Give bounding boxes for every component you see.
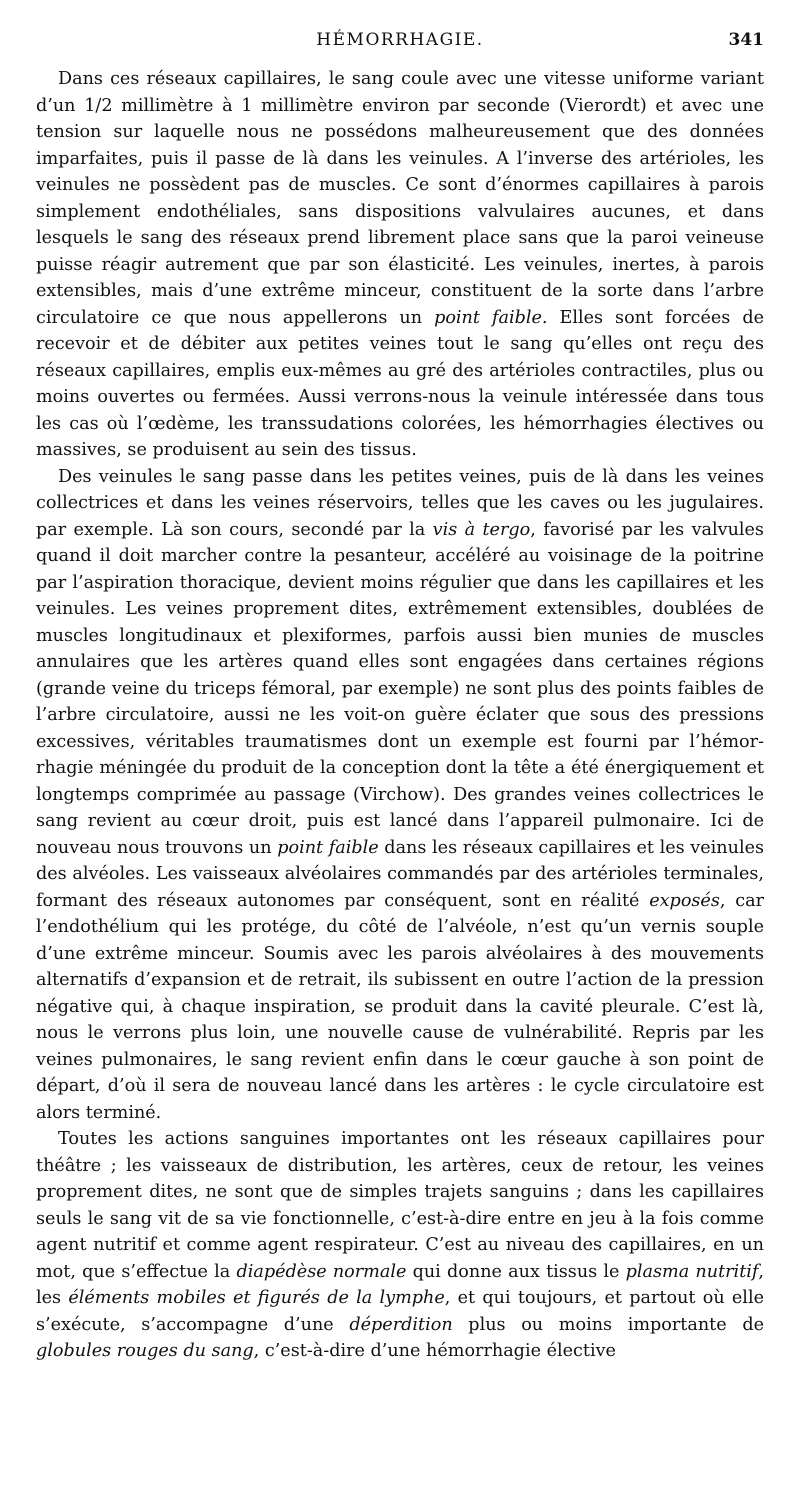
text-run: , et qui toujours, et partout où elle s’exécute, s’accompagne d’une <box>36 1288 764 1335</box>
italic-text: point faible. <box>434 307 548 328</box>
body-text <box>36 66 764 1365</box>
text-run: , c’est-à-dire d’une hémorrhagie élective <box>253 1341 616 1361</box>
text-run: Elles sont forcées de recevoir et de débiter aux petites veines tout le sang qu’elles ont reçu des réseaux capillaires, emplis eux-mêmes au gré des artérioles contractiles, plus ou moins ouvertes ou fermées. Aussi verrons-nous la veinule intéressée dans tous les cas où l’œdème, les transsudations colorées, les hémorrhagies électives ou massives, se produisent au sein des tissus. <box>36 307 764 460</box>
running-head <box>36 30 764 60</box>
italic-text: exposés <box>649 890 720 911</box>
italic-text: point faible <box>277 837 379 858</box>
italic-text: globules rouges du sang <box>36 1341 254 1361</box>
text-run: Dans ces réseaux capillaires, le sang coule avec une vitesse uniforme variant d’un 1/2 millimètre à 1 millimètre environ par seconde (Vierordt) et avec une tension sur laquelle nous ne possédons malheureusement que des données imparfaites, puis il passe de là dans les veinules. A l’inverse des artérioles, les veinules ne possèdent pas de muscles. Ce sont d’énormes capillaires à parois simplement endothéliales, sans dispositions valvulaires aucunes, et dans lesquels le sang des réseaux prend librement place sans que la paroi veineuse puisse réagir autrement que par son élasticité. Les veinules, inertes, à parois extensibles, mais d’une extrême minceur, constituent de la sorte dans l’arbre circulatoire ce que nous appellerons un <box>36 69 764 328</box>
text-run: , favorisé par les valvules quand il doit marcher contre la pesanteur, accéléré au voisinage de la poitrine par l’aspiration thoracique, devient moins régulier que dans les capillaires et les veinules. Les veines proprement dites, extrêmement extensibles, doublées de muscles longitudinaux et plexiformes, parfois aussi bien munies de muscles annulaires que les artères quand elles sont engagées dans certaines régions (grande veine du triceps fémoral, par exemple) ne sont plus des points faibles de l’arbre circulatoire, aussi ne les voit-on guère éclater que sous des pressions excessives, véritables traumatismes dont un exemple est fourni par l’hémorrhagie méningée du produit de la conception dont la tête a été énergiquement et longtemps comprimée au passage (Virchow). Des grandes veines collectrices le sang revient au cœur droit, puis est lancé dans l’appareil pulmonaire. Ici de nouveau nous trouvons un <box>36 519 764 858</box>
paragraph <box>36 1126 764 1365</box>
italic-text: déperdition <box>349 1314 453 1335</box>
text-run: Toutes les actions sanguines importantes ont les réseaux capillaires pour théâtre ; les vaisseaux de distribution, les artères, ceux de retour, les veines proprement dites, ne sont que de simples trajets sanguins ; dans les capillaires seuls le sang vit de sa vie fonctionnelle, c’est-à-dire entre en jeu à la fois comme agent nutritif et comme agent respirateur. C’est au niveau des capillaires, en un mot, que s’effectue la <box>36 1129 764 1282</box>
text-run: qui donne aux tissus le <box>406 1261 626 1282</box>
document-page <box>36 30 764 1365</box>
text-run: dans les réseaux capillaires et les veinules des alvéoles. Les vaisseaux alvéolaires commandés par des artérioles terminales, formant des réseaux autonomes par conséquent, sont en réalité <box>36 837 765 911</box>
italic-text: plasma nutritif <box>625 1261 759 1282</box>
running-title: HÉMORRHAGIE. <box>316 30 484 50</box>
paragraph <box>36 464 764 1127</box>
paragraph <box>36 66 764 464</box>
page-number: 341 <box>728 30 764 50</box>
text-run: plus ou moins importante de <box>452 1314 764 1335</box>
text-run: Des veinules le sang passe dans les petites veines, puis de là dans les veines collectrices et dans les veines réservoirs, telles que les caves ou les jugulaires. par exemple. Là son cours, secondé par la <box>36 466 764 540</box>
italic-text: éléments mobiles et figurés de la lymphe <box>68 1288 445 1308</box>
text-run: , les <box>36 1261 764 1308</box>
italic-text: diapédèse normale <box>236 1261 407 1282</box>
text-run: , car l’endothélium qui les protége, du côté de l’alvéole, n’est qu’un vernis souple d’une extrême minceur. Soumis avec les parois alvéolaires à des mouvements alternatifs d’expansion et de retrait, ils subissent en outre l’action de la pression négative qui, à chaque inspiration, se produit dans la cavité pleurale. C’est là, nous le verrons plus loin, une nouvelle cause de vulnérabilité. Repris par les veines pulmonaires, le sang revient enfin dans le cœur gauche à son point de départ, d’où il sera de nouveau lancé dans les artères : le cycle circulatoire est alors terminé. <box>36 890 764 1123</box>
italic-text: vis à tergo <box>432 519 531 540</box>
